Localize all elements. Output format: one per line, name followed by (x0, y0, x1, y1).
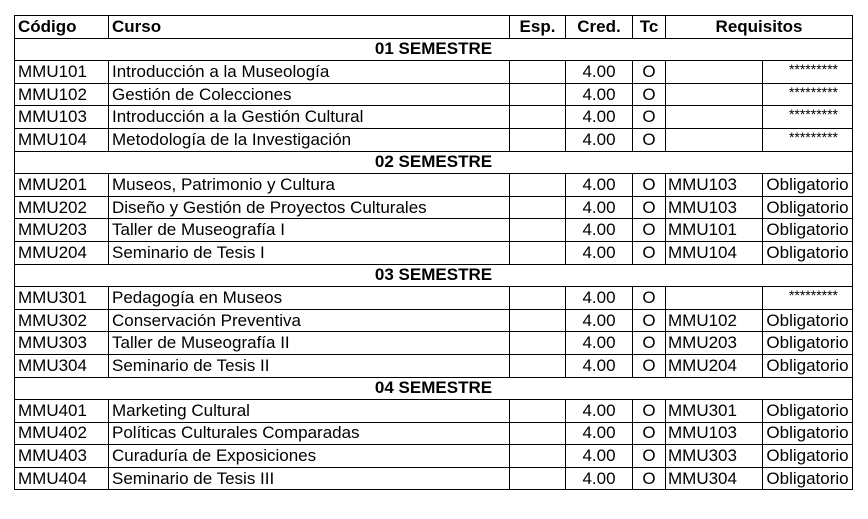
course-name: Pedagogía en Museos (109, 287, 510, 310)
course-prerequisite (666, 83, 763, 106)
course-name: Diseño y Gestión de Proyectos Culturales (109, 196, 510, 219)
course-code: MMU202 (15, 196, 109, 219)
course-credits: 4.00 (566, 445, 633, 468)
course-requirement-status: Obligatorio (763, 309, 853, 332)
course-prerequisite (666, 106, 763, 129)
course-name: Introducción a la Gestión Cultural (109, 106, 510, 129)
course-code: MMU203 (15, 219, 109, 242)
course-prerequisite: MMU203 (666, 332, 763, 355)
table-body (15, 38, 853, 490)
course-code: MMU403 (15, 445, 109, 468)
course-credits: 4.00 (566, 287, 633, 310)
course-esp (510, 309, 566, 332)
course-esp (510, 196, 566, 219)
course-name: Curaduría de Exposiciones (109, 445, 510, 468)
table-row (15, 106, 853, 129)
course-credits: 4.00 (566, 332, 633, 355)
course-credits: 4.00 (566, 196, 633, 219)
course-tc: O (633, 287, 666, 310)
course-tc: O (633, 467, 666, 490)
course-esp (510, 106, 566, 129)
semester-title: 01 SEMESTRE (15, 38, 853, 61)
course-credits: 4.00 (566, 309, 633, 332)
course-requirement-status: ********* (763, 61, 853, 84)
table-row (15, 287, 853, 310)
course-credits: 4.00 (566, 128, 633, 151)
course-credits: 4.00 (566, 467, 633, 490)
table-row (15, 241, 853, 264)
table-row (15, 422, 853, 445)
course-esp (510, 241, 566, 264)
course-prerequisite (666, 61, 763, 84)
course-code: MMU103 (15, 106, 109, 129)
course-requirement-status: Obligatorio (763, 241, 853, 264)
course-prerequisite: MMU101 (666, 219, 763, 242)
course-credits: 4.00 (566, 61, 633, 84)
course-requirement-status: Obligatorio (763, 354, 853, 377)
table-row (15, 445, 853, 468)
table-row (15, 332, 853, 355)
course-prerequisite: MMU102 (666, 309, 763, 332)
header-code: Código (15, 16, 109, 39)
course-tc: O (633, 196, 666, 219)
course-name: Seminario de Tesis I (109, 241, 510, 264)
course-code: MMU204 (15, 241, 109, 264)
course-credits: 4.00 (566, 83, 633, 106)
course-name: Metodología de la Investigación (109, 128, 510, 151)
course-esp (510, 422, 566, 445)
course-credits: 4.00 (566, 422, 633, 445)
header-tc: Tc (633, 16, 666, 39)
course-name: Marketing Cultural (109, 400, 510, 423)
header-row (15, 16, 853, 39)
course-esp (510, 219, 566, 242)
course-prerequisite: MMU301 (666, 400, 763, 423)
course-requirement-status: ********* (763, 106, 853, 129)
course-prerequisite: MMU304 (666, 467, 763, 490)
semester-header-row (15, 264, 853, 287)
course-credits: 4.00 (566, 174, 633, 197)
course-tc: O (633, 241, 666, 264)
course-requirement-status: Obligatorio (763, 422, 853, 445)
course-prerequisite: MMU204 (666, 354, 763, 377)
course-tc: O (633, 61, 666, 84)
course-name: Taller de Museografía II (109, 332, 510, 355)
course-credits: 4.00 (566, 354, 633, 377)
course-code: MMU402 (15, 422, 109, 445)
course-esp (510, 445, 566, 468)
course-tc: O (633, 445, 666, 468)
course-requirement-status: ********* (763, 128, 853, 151)
table-row (15, 467, 853, 490)
course-name: Políticas Culturales Comparadas (109, 422, 510, 445)
course-requirement-status: Obligatorio (763, 196, 853, 219)
table-row (15, 309, 853, 332)
course-name: Gestión de Colecciones (109, 83, 510, 106)
course-code: MMU102 (15, 83, 109, 106)
course-code: MMU303 (15, 332, 109, 355)
table-row (15, 354, 853, 377)
course-tc: O (633, 128, 666, 151)
course-prerequisite: MMU103 (666, 174, 763, 197)
table-row (15, 219, 853, 242)
header-cred: Cred. (566, 16, 633, 39)
course-prerequisite: MMU303 (666, 445, 763, 468)
course-esp (510, 174, 566, 197)
course-tc: O (633, 309, 666, 332)
course-esp (510, 287, 566, 310)
table-row (15, 128, 853, 151)
course-requirement-status: ********* (763, 83, 853, 106)
course-tc: O (633, 422, 666, 445)
course-code: MMU404 (15, 467, 109, 490)
semester-header-row (15, 377, 853, 400)
course-tc: O (633, 219, 666, 242)
course-prerequisite (666, 128, 763, 151)
course-requirement-status: Obligatorio (763, 400, 853, 423)
course-code: MMU104 (15, 128, 109, 151)
course-code: MMU301 (15, 287, 109, 310)
header-esp: Esp. (510, 16, 566, 39)
course-esp (510, 354, 566, 377)
course-credits: 4.00 (566, 241, 633, 264)
course-requirement-status: Obligatorio (763, 174, 853, 197)
course-prerequisite (666, 287, 763, 310)
course-tc: O (633, 83, 666, 106)
course-esp (510, 61, 566, 84)
course-tc: O (633, 174, 666, 197)
curriculum-table-wrapper (14, 15, 853, 490)
course-tc: O (633, 354, 666, 377)
course-esp (510, 467, 566, 490)
table-row (15, 61, 853, 84)
course-prerequisite: MMU104 (666, 241, 763, 264)
header-requisitos: Requisitos (666, 16, 853, 39)
header-course: Curso (109, 16, 510, 39)
course-code: MMU401 (15, 400, 109, 423)
semester-title: 02 SEMESTRE (15, 151, 853, 174)
course-tc: O (633, 332, 666, 355)
semester-header-row (15, 151, 853, 174)
course-name: Taller de Museografía I (109, 219, 510, 242)
course-esp (510, 128, 566, 151)
course-prerequisite: MMU103 (666, 196, 763, 219)
course-esp (510, 400, 566, 423)
table-row (15, 83, 853, 106)
course-code: MMU201 (15, 174, 109, 197)
course-code: MMU304 (15, 354, 109, 377)
course-tc: O (633, 400, 666, 423)
course-credits: 4.00 (566, 400, 633, 423)
course-requirement-status: Obligatorio (763, 332, 853, 355)
course-prerequisite: MMU103 (666, 422, 763, 445)
course-credits: 4.00 (566, 106, 633, 129)
course-requirement-status: ********* (763, 287, 853, 310)
table-row (15, 174, 853, 197)
course-name: Seminario de Tesis III (109, 467, 510, 490)
table-row (15, 196, 853, 219)
course-requirement-status: Obligatorio (763, 445, 853, 468)
course-name: Conservación Preventiva (109, 309, 510, 332)
course-requirement-status: Obligatorio (763, 467, 853, 490)
course-credits: 4.00 (566, 219, 633, 242)
course-code: MMU101 (15, 61, 109, 84)
course-tc: O (633, 106, 666, 129)
course-code: MMU302 (15, 309, 109, 332)
course-requirement-status: Obligatorio (763, 219, 853, 242)
curriculum-table (14, 15, 853, 490)
course-name: Introducción a la Museología (109, 61, 510, 84)
course-esp (510, 83, 566, 106)
course-name: Seminario de Tesis II (109, 354, 510, 377)
course-esp (510, 332, 566, 355)
table-row (15, 400, 853, 423)
course-name: Museos, Patrimonio y Cultura (109, 174, 510, 197)
semester-header-row (15, 38, 853, 61)
semester-title: 04 SEMESTRE (15, 377, 853, 400)
semester-title: 03 SEMESTRE (15, 264, 853, 287)
